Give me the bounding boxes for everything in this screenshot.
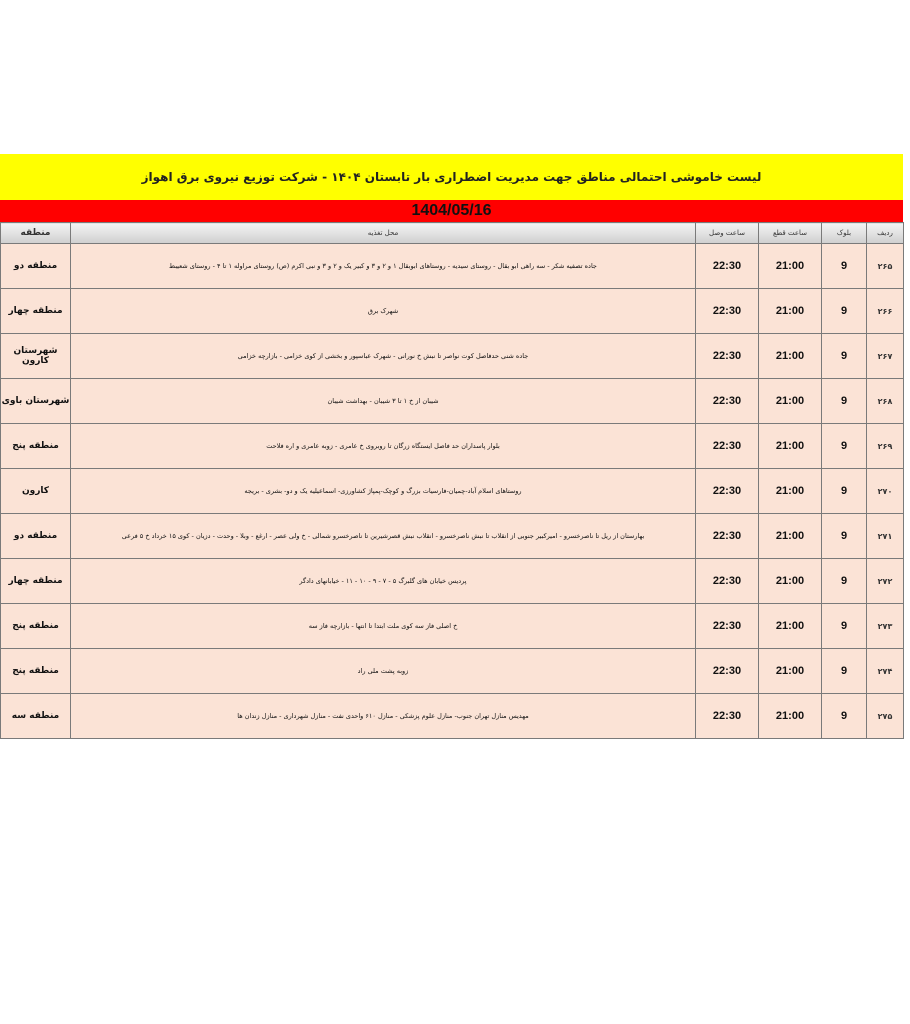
block-cell: 9 bbox=[822, 379, 867, 424]
date-bar bbox=[0, 200, 903, 222]
row-number-cell: ۲۷۱ bbox=[867, 514, 904, 559]
place-cell: شیبان از خ ۱ تا ۳ شیبان - بهداشت شیبان bbox=[71, 379, 696, 424]
header-reconnect-time: ساعت وصل bbox=[696, 223, 759, 244]
table-header-row bbox=[1, 223, 904, 244]
reconnect-time-cell: 22:30 bbox=[696, 424, 759, 469]
reconnect-time-cell: 22:30 bbox=[696, 559, 759, 604]
row-number-cell: ۲۷۳ bbox=[867, 604, 904, 649]
place-cell: جاده شنی حدفاصل کوت نواصر تا نبش خ نورانی - شهرک عباسپور و بخشی از کوی خزامی - بازارچه خزامی bbox=[71, 334, 696, 379]
cut-time-cell: 21:00 bbox=[759, 694, 822, 739]
cut-time-cell: 21:00 bbox=[759, 559, 822, 604]
place-cell: پردیس خیابان های گلبرگ ۵ - ۷ - ۹ - ۱۰ - ۱۱ - خیابانهای دادگر bbox=[71, 559, 696, 604]
header-cut-time: ساعت قطع bbox=[759, 223, 822, 244]
table-row bbox=[1, 514, 904, 559]
sheet-title: لیست خاموشی احتمالی مناطق جهت مدیریت اضطراری بار تابستان ۱۴۰۴ - شرکت توزیع نیروی برق اهواز bbox=[141, 170, 762, 184]
table-row bbox=[1, 604, 904, 649]
reconnect-time-cell: 22:30 bbox=[696, 289, 759, 334]
region-cell: منطقه پنج bbox=[1, 604, 71, 649]
block-cell: 9 bbox=[822, 244, 867, 289]
block-cell: 9 bbox=[822, 424, 867, 469]
table-row bbox=[1, 694, 904, 739]
place-cell: روستاهای اسلام آباد-چمیان-فارسیات بزرگ و کوچک-پمپاژ کشاورزی- اسماعیلیه یک و دو- بشری - بریجه bbox=[71, 469, 696, 514]
block-cell: 9 bbox=[822, 289, 867, 334]
row-number-cell: ۲۷۲ bbox=[867, 559, 904, 604]
reconnect-time-cell: 22:30 bbox=[696, 649, 759, 694]
cut-time-cell: 21:00 bbox=[759, 379, 822, 424]
table-row bbox=[1, 334, 904, 379]
reconnect-time-cell: 22:30 bbox=[696, 379, 759, 424]
cut-time-cell: 21:00 bbox=[759, 244, 822, 289]
cut-time-cell: 21:00 bbox=[759, 649, 822, 694]
header-block: بلوک bbox=[822, 223, 867, 244]
region-cell: منطقه دو bbox=[1, 244, 71, 289]
row-number-cell: ۲۶۶ bbox=[867, 289, 904, 334]
row-number-cell: ۲۷۴ bbox=[867, 649, 904, 694]
region-cell: کارون bbox=[1, 469, 71, 514]
block-cell: 9 bbox=[822, 604, 867, 649]
table-row bbox=[1, 289, 904, 334]
block-cell: 9 bbox=[822, 469, 867, 514]
block-cell: 9 bbox=[822, 694, 867, 739]
row-number-cell: ۲۷۵ bbox=[867, 694, 904, 739]
row-number-cell: ۲۶۷ bbox=[867, 334, 904, 379]
reconnect-time-cell: 22:30 bbox=[696, 604, 759, 649]
schedule-date: 1404/05/16 bbox=[411, 202, 492, 219]
place-cell: مهدیس منازل تهران جنوب- منازل علوم پزشکی - منازل ۶۱۰ واحدی نفت - منازل شهرداری - منازل زندان ها bbox=[71, 694, 696, 739]
block-cell: 9 bbox=[822, 649, 867, 694]
reconnect-time-cell: 22:30 bbox=[696, 334, 759, 379]
row-number-cell: ۲۷۰ bbox=[867, 469, 904, 514]
row-number-cell: ۲۶۹ bbox=[867, 424, 904, 469]
cut-time-cell: 21:00 bbox=[759, 334, 822, 379]
place-cell: بهارستان از ریل تا ناصرخسرو - امیرکبیر جنوبی از انقلاب تا نبش ناصرخسرو - انقلاب نبش قصرشیرین تا ناصرخسرو شمالی - خ ولی عصر - ارغع - وبلا - وحدت - دزیان - کوی ۱۵ خرداد خ ۵ فرعی bbox=[71, 514, 696, 559]
table-row bbox=[1, 424, 904, 469]
table-row bbox=[1, 559, 904, 604]
row-number-cell: ۲۶۸ bbox=[867, 379, 904, 424]
region-cell: منطقه دو bbox=[1, 514, 71, 559]
region-cell: منطقه چهار bbox=[1, 289, 71, 334]
place-cell: بلوار پاسداران حد فاصل ایستگاه زرگان تا روبروی خ عامری - زوبه عامری و اره فلاحت bbox=[71, 424, 696, 469]
table-row bbox=[1, 469, 904, 514]
block-cell: 9 bbox=[822, 334, 867, 379]
table-row bbox=[1, 244, 904, 289]
block-cell: 9 bbox=[822, 514, 867, 559]
block-cell: 9 bbox=[822, 559, 867, 604]
cut-time-cell: 21:00 bbox=[759, 289, 822, 334]
place-cell: خ اصلی فاز سه کوی ملت ابتدا تا انتها - بازارچه فاز سه bbox=[71, 604, 696, 649]
region-cell: شهرستان کارون bbox=[1, 334, 71, 379]
reconnect-time-cell: 22:30 bbox=[696, 514, 759, 559]
header-place: محل تغذیه bbox=[71, 223, 696, 244]
place-cell: جاده تصفیه شکر - سه راهی ابو بقال - روستای سیدیه - روستاهای ابوبقال ۱ و ۲ و ۳ و کبیر یک و ۲ و ۳ و نبی اکرم (ص) روستای مراوله ۱ تا ۴ - روستای شعیبط bbox=[71, 244, 696, 289]
region-cell: منطقه چهار bbox=[1, 559, 71, 604]
outage-table bbox=[0, 222, 904, 739]
sheet-title-bar bbox=[0, 154, 903, 200]
cut-time-cell: 21:00 bbox=[759, 424, 822, 469]
cut-time-cell: 21:00 bbox=[759, 514, 822, 559]
place-cell: زوبه پشت ملی راد bbox=[71, 649, 696, 694]
row-number-cell: ۲۶۵ bbox=[867, 244, 904, 289]
region-cell: شهرستان باوی bbox=[1, 379, 71, 424]
region-cell: منطقه سه bbox=[1, 694, 71, 739]
reconnect-time-cell: 22:30 bbox=[696, 694, 759, 739]
table-row bbox=[1, 379, 904, 424]
reconnect-time-cell: 22:30 bbox=[696, 469, 759, 514]
header-region: منطقه bbox=[1, 223, 71, 244]
header-row-number: ردیف bbox=[867, 223, 904, 244]
place-cell: شهرک برق bbox=[71, 289, 696, 334]
outage-schedule-sheet bbox=[0, 154, 903, 739]
reconnect-time-cell: 22:30 bbox=[696, 244, 759, 289]
region-cell: منطقه پنج bbox=[1, 424, 71, 469]
region-cell: منطقه پنج bbox=[1, 649, 71, 694]
table-row bbox=[1, 649, 904, 694]
cut-time-cell: 21:00 bbox=[759, 469, 822, 514]
cut-time-cell: 21:00 bbox=[759, 604, 822, 649]
